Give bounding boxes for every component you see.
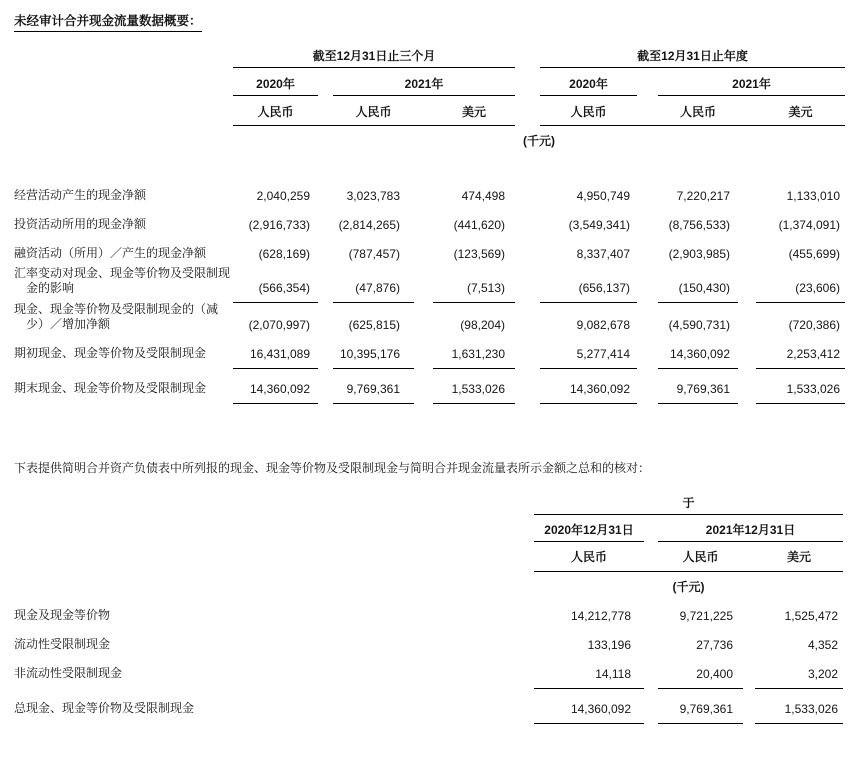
- cell-value: (455,699): [788, 246, 840, 261]
- currency-header: 美元: [788, 104, 813, 119]
- row-label: 非流动性受限制现金: [14, 666, 123, 681]
- row-label: 总现金、现金等价物及受限制现金: [14, 701, 195, 716]
- cell-value: 14,212,778: [570, 608, 631, 623]
- cell-value: (2,903,985): [668, 246, 730, 261]
- cell-value: (8,756,533): [668, 217, 730, 232]
- cell-value: (787,457): [348, 246, 400, 261]
- cell-value: 1,533,026: [755, 702, 843, 724]
- group-header-row: [14, 49, 852, 68]
- cell-value: (23,606): [756, 281, 845, 303]
- cell-value: 14,360,092: [534, 702, 644, 724]
- cell-value: 27,736: [696, 637, 733, 652]
- cell-value: 1,631,230: [433, 347, 515, 369]
- cell-value: 2,253,412: [756, 347, 845, 369]
- rule-line: [534, 571, 843, 572]
- cell-value: (123,569): [453, 246, 505, 261]
- cell-value: (1,374,091): [778, 217, 840, 232]
- unit-row: [14, 580, 852, 595]
- cell-value: 7,220,217: [676, 188, 730, 203]
- year-header: 2020年: [233, 77, 318, 96]
- cell-value: 14,360,092: [540, 382, 637, 404]
- row-label: 流动性受限制现金: [14, 637, 111, 652]
- unit-row: [14, 134, 852, 149]
- cell-value: (566,354): [233, 281, 318, 303]
- table-row: [14, 333, 852, 362]
- table-row: [14, 175, 852, 204]
- cell-value: 9,769,361: [658, 382, 738, 404]
- table-row: [14, 688, 852, 717]
- unit-label: (千元): [523, 133, 555, 148]
- header-rule-row: [14, 125, 852, 126]
- cell-value: 133,196: [587, 637, 631, 652]
- row-label: 期初现金、现金等价物及受限制现金: [14, 346, 207, 361]
- row-label: 汇率变动对现金、现金等价物及受限制现金的影响: [14, 265, 231, 295]
- cell-value: (3,549,341): [568, 217, 630, 232]
- cell-value: 1,533,026: [756, 382, 845, 404]
- cell-value: 1,533,026: [433, 382, 515, 404]
- cell-value: (98,204): [460, 317, 505, 332]
- row-label: 现金及现金等价物: [14, 608, 111, 623]
- reconciliation-intro: 下表提供简明合并资产负债表中所列报的现金、现金等价物及受限制现金与简明合并现金流量表所示金额之总和的核对：: [14, 460, 651, 475]
- currency-header: 人民币: [570, 549, 607, 564]
- cell-value: 1,525,472: [784, 608, 838, 623]
- cell-value: (2,916,733): [248, 217, 310, 232]
- cell-value: (625,815): [348, 317, 400, 332]
- table-row: [14, 266, 852, 296]
- cell-value: (2,814,265): [338, 217, 400, 232]
- cell-value: (7,513): [433, 281, 515, 303]
- as-of-header-row: [14, 496, 852, 515]
- reconciliation-table: [14, 496, 852, 717]
- cell-value: 1,133,010: [786, 188, 840, 203]
- table-row: [14, 368, 852, 397]
- currency-header: 人民币: [570, 104, 607, 119]
- quarter-group-header: 截至12月31日止三个月: [233, 49, 515, 68]
- cell-value: (656,137): [540, 281, 637, 303]
- document-title: 未经审计合并现金流量数据概要：: [14, 14, 202, 32]
- cash-flow-summary-table: [14, 49, 852, 397]
- cell-value: 2,040,259: [256, 188, 310, 203]
- currency-header: 美元: [786, 549, 811, 564]
- unit-label: (千元): [672, 579, 705, 594]
- currency-header-row: [14, 105, 852, 120]
- cell-value: 5,277,414: [540, 347, 637, 369]
- cell-value: 9,721,225: [679, 608, 733, 623]
- date-header-row: [14, 523, 852, 542]
- cell-value: (2,070,997): [248, 317, 310, 332]
- year-header: 2021年: [333, 77, 515, 96]
- rule-line: [540, 125, 845, 126]
- cell-value: 8,337,407: [576, 246, 630, 261]
- table-row: [14, 233, 852, 262]
- row-label: 期末现金、现金等价物及受限制现金: [14, 381, 207, 396]
- currency-header: 人民币: [682, 549, 719, 564]
- cell-value: 9,082,678: [576, 317, 630, 332]
- year-header: 2021年: [658, 77, 845, 96]
- row-label: 融资活动（所用）／产生的现金净额: [14, 246, 207, 261]
- table-row: [14, 204, 852, 233]
- cell-value: (4,590,731): [668, 317, 730, 332]
- cell-value: 4,352: [807, 637, 838, 652]
- currency-header: 美元: [461, 104, 486, 119]
- cell-value: 14,360,092: [233, 382, 318, 404]
- cell-value: 9,769,361: [333, 382, 414, 404]
- cell-value: 14,360,092: [658, 347, 738, 369]
- cell-value: (441,620): [453, 217, 505, 232]
- cell-value: (720,386): [788, 317, 840, 332]
- year-header-row: [14, 77, 852, 96]
- rule-line: [233, 125, 515, 126]
- cell-value: (150,430): [658, 281, 738, 303]
- annual-group-header: 截至12月31日止年度: [540, 49, 845, 68]
- cell-value: 3,202: [755, 667, 843, 689]
- row-label: 经营活动产生的现金净额: [14, 188, 147, 203]
- cell-value: 474,498: [461, 188, 505, 203]
- date-header: 2020年12月31日: [534, 523, 644, 542]
- as-of-header: 于: [534, 496, 843, 515]
- header-rule-row: [14, 571, 852, 572]
- cell-value: 9,769,361: [658, 702, 743, 724]
- cell-value: 10,395,176: [333, 347, 414, 369]
- currency-header: 人民币: [257, 104, 294, 119]
- table-row: [14, 624, 852, 653]
- currency-header: 人民币: [679, 104, 716, 119]
- cell-value: 3,023,783: [346, 188, 400, 203]
- row-label: 现金、现金等价物及受限制现金的（减少）／增加净额: [14, 302, 219, 332]
- cell-value: 14,118: [534, 667, 644, 689]
- cell-value: (628,169): [258, 246, 310, 261]
- cell-value: (47,876): [333, 281, 414, 303]
- table-row: [14, 653, 852, 682]
- year-header: 2020年: [540, 77, 637, 96]
- table-row: [14, 302, 852, 332]
- table-row: [14, 595, 852, 624]
- date-header: 2021年12月31日: [658, 523, 843, 542]
- currency-header: 人民币: [355, 104, 392, 119]
- row-label: 投资活动所用的现金净额: [14, 217, 147, 232]
- cell-value: 4,950,749: [576, 188, 630, 203]
- cell-value: 16,431,089: [233, 347, 318, 369]
- cell-value: 20,400: [658, 667, 743, 689]
- currency-header-row: [14, 550, 852, 565]
